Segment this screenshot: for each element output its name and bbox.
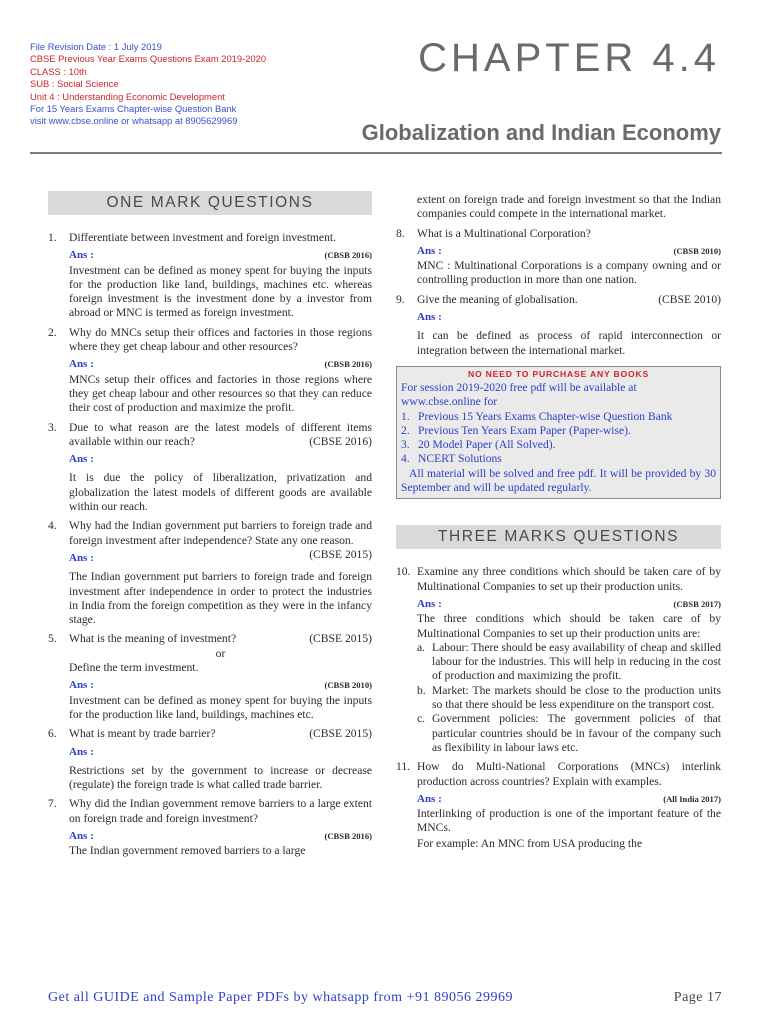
answer-text: Investment can be defined as money spent for buying the inputs for the production like land, buildings, machines etc. xyxy=(69,693,372,721)
answer-text: Restrictions set by the government to increase or decrease (regulate) the foreign trade is what called trade barrier. xyxy=(69,763,372,792)
source-tag: (CBSB 2010) xyxy=(324,680,372,691)
point-text: Labour: There should be easy availability of cheap and skilled labour for the industries. This will help in reducing in the cost of production and maximizing the profit. xyxy=(432,640,721,683)
question-7 xyxy=(48,797,372,826)
notice-intro: For session 2019-2020 free pdf will be available at www.cbse.online for xyxy=(401,380,637,409)
question-number: 10. xyxy=(396,565,411,579)
answer-text: It is due the policy of liberalization, privatization and globalization the latest models of different goods are available within our reach. xyxy=(69,471,372,514)
notice-title: NO NEED TO PURCHASE ANY BOOKS xyxy=(467,368,650,379)
answer-point xyxy=(396,712,721,755)
point-text: Government policies: The government policies of that particular countries should be in favour of the company such as flexibility in labour laws etc. xyxy=(432,712,721,754)
answer-header xyxy=(396,792,721,806)
question-text: Why did the Indian government remove barriers to a large extent on foreign trade and foreign investment? xyxy=(69,797,372,825)
ans-label: Ans : xyxy=(69,829,94,842)
question-text: Examine any three conditions which should be taken care of by Multinational Companies to set up their production units. xyxy=(417,565,721,593)
answer-text: The three conditions which should be taken care of by Multinational Companies to set up their production units are: xyxy=(417,612,721,640)
answer-text: Interlinking of production is one of the important feature of the MNCs. xyxy=(417,807,721,835)
source-tag: (CBSB 2016) xyxy=(324,250,372,261)
chapter-number: CHAPTER 4.4 xyxy=(418,36,720,80)
question-number: 3. xyxy=(48,420,57,434)
point-label: c. xyxy=(417,712,426,726)
notice-item xyxy=(401,424,716,438)
answer-header xyxy=(48,678,372,692)
free-pdf-notice xyxy=(396,366,721,499)
question-3 xyxy=(48,421,372,450)
question-2 xyxy=(48,326,372,355)
ans-label: Ans : xyxy=(69,453,94,466)
answer-header xyxy=(396,597,721,611)
notice-item xyxy=(401,410,716,424)
question-5 xyxy=(48,632,372,675)
question-number: 7. xyxy=(48,797,57,811)
ans-label: Ans : xyxy=(417,311,442,324)
year-tag: (CBSE 2015) xyxy=(309,727,372,741)
answer-header xyxy=(48,551,309,565)
answer-header xyxy=(48,829,372,843)
source-tag: (CBSB 2017) xyxy=(673,598,721,609)
point-label: b. xyxy=(417,683,426,697)
revision-date: File Revision Date : 1 July 2019 xyxy=(30,41,162,52)
page-number: Page 17 xyxy=(673,990,722,1005)
ans-label: Ans : xyxy=(417,792,442,805)
question-text: Give the meaning of globalisation. xyxy=(417,292,578,306)
answer-text: For example: An MNC from USA producing the xyxy=(417,836,643,850)
question-number: 6. xyxy=(48,727,57,741)
unit-label: Unit 4 : Understanding Economic Development xyxy=(30,90,225,102)
notice-item-text: Previous 15 Years Exams Chapter-wise Question Bank xyxy=(418,409,673,423)
exam-title: CBSE Previous Year Exams Questions Exam 2019-2020 xyxy=(30,53,267,65)
contact-line: visit www.cbse.online or whatsapp at 8905629969 xyxy=(30,115,238,127)
question-text: Due to what reason are the latest models of different items available within our reach? xyxy=(69,420,372,448)
answer-text: MNCs setup their offices and factories in those regions where they get cheap labour and other resources so that they can reduce their cost of production and maximize the profit. xyxy=(69,372,372,415)
notice-item-text: Previous Ten Years Exam Paper (Paper-wise). xyxy=(418,423,631,437)
answer-header xyxy=(48,357,372,371)
answer-header xyxy=(396,310,721,324)
ans-label: Ans : xyxy=(69,551,94,564)
question-10 xyxy=(396,565,721,594)
answer-text: The Indian government removed barriers to a large xyxy=(69,844,306,858)
notice-item-number: 2. xyxy=(401,423,410,437)
year-tag: (CBSE 2015) xyxy=(309,632,372,646)
right-column xyxy=(396,192,721,851)
notice-item-number: 4. xyxy=(401,452,410,466)
three-mark-heading: THREE MARKS QUESTIONS xyxy=(396,525,721,549)
notice-item-text: 20 Model Paper (All Solved). xyxy=(418,438,556,452)
notice-final: All material will be solved and free pdf. It will be provided by 30 September and will be updated regularly. xyxy=(401,466,716,495)
answer-text: It can be defined as process of rapid interconnection or integration between the international market. xyxy=(417,329,721,357)
page-footer xyxy=(48,990,722,1006)
question-number: 8. xyxy=(396,226,405,240)
answer-text: The Indian government put barriers to foreign trade and foreign investment after independence in order to protect the industries in India from the foreign competition as they were in the infancy stage. xyxy=(69,570,372,627)
question-8 xyxy=(396,227,721,241)
answer-text: MNC : Multinational Corporations is a company owning and or controlling production in more than one nation. xyxy=(417,259,721,287)
notice-item xyxy=(401,438,716,452)
notice-item-number: 3. xyxy=(401,438,410,452)
ans-label: Ans : xyxy=(69,249,94,262)
question-number: 5. xyxy=(48,632,57,646)
question-number: 11. xyxy=(396,760,411,774)
year-tag: (CBSE 2016) xyxy=(309,434,372,448)
one-mark-heading: ONE MARK QUESTIONS xyxy=(48,191,372,215)
answer-point xyxy=(396,684,721,713)
source-tag: (CBSB 2016) xyxy=(324,830,372,841)
source-tag: (All India 2017) xyxy=(663,793,721,804)
answer-text: Investment can be defined as money spent for buying the inputs for the production like land, buildings, machines etc. whereas foreign investment is the investment done by a investor from abroad or MNC is termed as foreign investment. xyxy=(69,263,372,320)
header-divider xyxy=(30,152,722,154)
chapter-title: Globalization and Indian Economy xyxy=(361,120,721,145)
question-text: What is the meaning of investment? xyxy=(69,632,237,646)
source-tag: (CBSB 2010) xyxy=(673,245,721,256)
answer-header xyxy=(48,452,372,466)
question-text-alt: Define the term investment. xyxy=(69,661,199,675)
ans-label: Ans : xyxy=(69,745,94,758)
answer-continuation: extent on foreign trade and foreign investment so that the Indian companies could compete in the international market. xyxy=(417,193,721,221)
question-text: Differentiate between investment and foreign investment. xyxy=(69,231,336,244)
answer-point xyxy=(396,641,721,684)
point-label: a. xyxy=(417,640,426,654)
question-number: 1. xyxy=(48,231,57,244)
notice-item-number: 1. xyxy=(401,409,410,423)
ans-label: Ans : xyxy=(69,679,94,692)
question-text: What is meant by trade barrier? xyxy=(69,727,216,741)
or-separator: or xyxy=(215,646,226,660)
question-text: Why had the Indian government put barriers to foreign trade and foreign investment after independence? State any one reason. xyxy=(69,519,372,547)
question-text: How do Multi-National Corporations (MNCs) interlink production across countries? Explain with examples. xyxy=(417,760,721,788)
source-tag: (CBSB 2016) xyxy=(324,359,372,370)
question-1 xyxy=(48,231,372,245)
answer-header xyxy=(396,244,721,258)
ans-label: Ans : xyxy=(417,597,442,610)
question-11 xyxy=(396,760,721,789)
question-bank-line: For 15 Years Exams Chapter-wise Question Bank xyxy=(30,103,237,115)
left-column xyxy=(48,191,372,859)
year-tag: (CBSE 2015) xyxy=(309,547,372,561)
question-9 xyxy=(396,293,721,307)
question-text: What is a Multinational Corporation? xyxy=(417,226,591,240)
question-text: Why do MNCs setup their offices and factories in those regions where they get cheap labour and other resources? xyxy=(69,325,372,354)
question-number: 9. xyxy=(396,292,405,306)
class-label: CLASS : 10th xyxy=(30,65,87,77)
subject-label: SUB : Social Science xyxy=(30,78,119,90)
year-tag: (CBSE 2010) xyxy=(658,292,721,306)
file-info xyxy=(30,41,370,128)
question-6 xyxy=(48,727,372,741)
question-number: 2. xyxy=(48,325,57,339)
notice-item xyxy=(401,452,716,466)
footer-promo: Get all GUIDE and Sample Paper PDFs by whatsapp from +91 89056 29969 xyxy=(48,990,513,1005)
question-number: 4. xyxy=(48,519,57,533)
answer-header xyxy=(48,248,372,262)
answer-header xyxy=(48,745,372,759)
notice-item-text: NCERT Solutions xyxy=(418,452,502,466)
point-text: Market: The markets should be close to the production units so that there should be less expenditure on the transport cost. xyxy=(432,683,721,712)
ans-label: Ans : xyxy=(417,244,442,257)
ans-label: Ans : xyxy=(69,358,94,371)
